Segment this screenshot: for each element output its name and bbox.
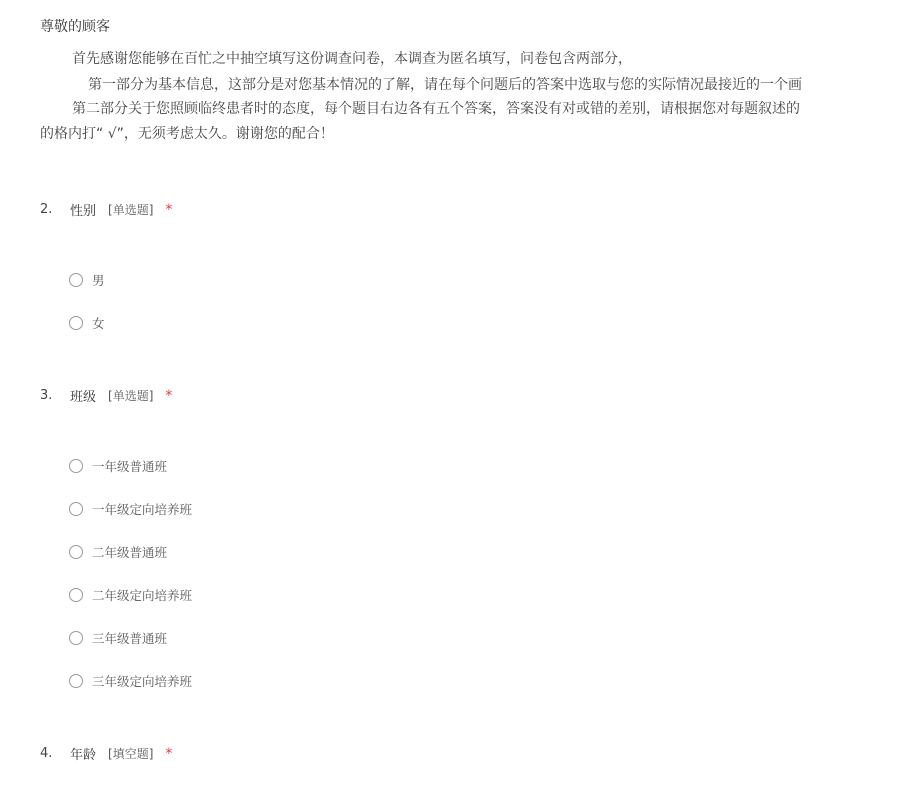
question-text: 班级 (70, 390, 97, 405)
question-2-title (40, 200, 172, 219)
radio-button[interactable] (69, 674, 83, 688)
intro-line-3: 第二部分关于您照顾临终患者时的态度，每个题目右边各有五个答案，答案没有对或错的差别，请根据您对每题叙述的 (72, 101, 800, 117)
question-4-title (40, 744, 172, 763)
question-text: 性别 (70, 204, 97, 219)
question-type: [单选题] (108, 389, 154, 403)
option-grade3-regular[interactable] (69, 629, 167, 647)
required-marker: * (165, 387, 173, 404)
radio-button[interactable] (69, 273, 83, 287)
option-grade2-directed[interactable] (69, 586, 192, 604)
question-type: [填空题] (108, 747, 154, 761)
option-label: 男 (92, 273, 105, 288)
question-3-title (40, 386, 172, 405)
option-grade3-directed[interactable] (69, 672, 192, 690)
intro-line-1: 首先感谢您能够在百忙之中抽空填写这份调查问卷，本调查为匿名填写，问卷包含两部分， (72, 51, 632, 67)
required-marker: * (165, 201, 173, 218)
option-male[interactable] (69, 271, 105, 289)
radio-button[interactable] (69, 459, 83, 473)
radio-button[interactable] (69, 316, 83, 330)
required-marker: * (165, 745, 173, 762)
question-number: 3. (40, 388, 53, 403)
option-label: 女 (92, 316, 105, 331)
intro-line-4: 的格内打“ √”，无须考虑太久。谢谢您的配合！ (40, 126, 334, 142)
intro-line-2: 第一部分为基本信息，这部分是对您基本情况的了解，请在每个问题后的答案中选取与您的实际情况最接近的一个画 (88, 77, 802, 93)
greeting-heading: 尊敬的顾客 (40, 19, 110, 35)
question-type: [单选题] (108, 203, 154, 217)
option-label: 三年级普通班 (92, 631, 168, 646)
radio-button[interactable] (69, 545, 83, 559)
option-grade2-regular[interactable] (69, 543, 167, 561)
option-label: 二年级普通班 (92, 545, 168, 560)
option-label: 二年级定向培养班 (92, 588, 193, 603)
option-grade1-directed[interactable] (69, 500, 192, 518)
radio-button[interactable] (69, 502, 83, 516)
option-grade1-regular[interactable] (69, 457, 167, 475)
question-number: 2. (40, 202, 53, 217)
radio-button[interactable] (69, 631, 83, 645)
option-female[interactable] (69, 314, 105, 332)
question-number: 4. (40, 746, 53, 761)
question-text: 年龄 (70, 748, 97, 763)
option-label: 三年级定向培养班 (92, 674, 193, 689)
radio-button[interactable] (69, 588, 83, 602)
option-label: 一年级定向培养班 (92, 502, 193, 517)
option-label: 一年级普通班 (92, 459, 168, 474)
